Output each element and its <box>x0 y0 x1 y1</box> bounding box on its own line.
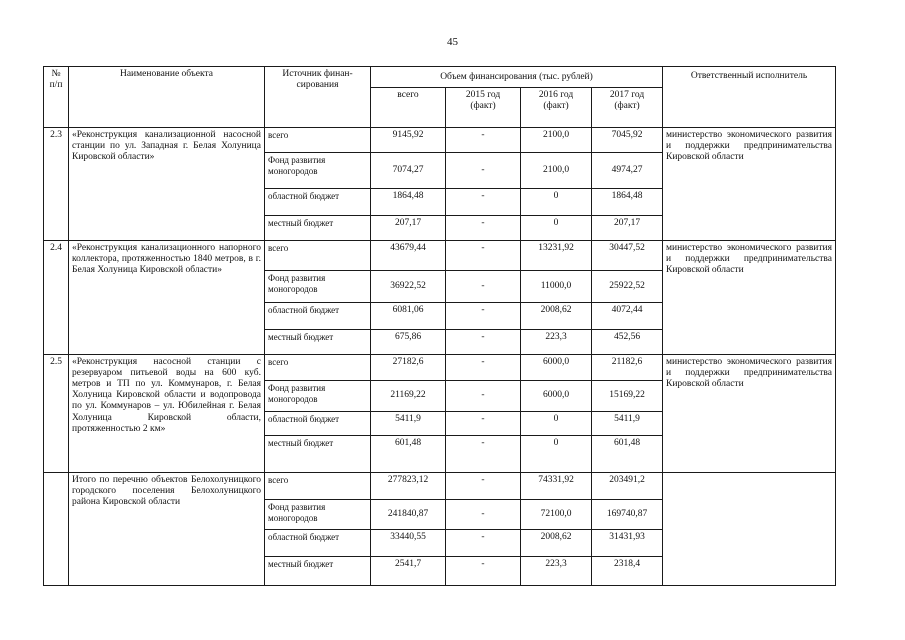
funding-source: областной бюджет <box>265 412 371 436</box>
value-y2016: 2100,0 <box>521 128 592 153</box>
value-y2017: 5411,9 <box>592 412 663 436</box>
value-y2017: 31431,93 <box>592 530 663 557</box>
funding-source: местный бюджет <box>265 557 371 586</box>
value-total: 7074,27 <box>371 153 446 189</box>
value-y2017: 7045,92 <box>592 128 663 153</box>
object-name: Итого по перечню объектов Белохолуницкого городского поселения Белохолуницкого района Кировской области <box>69 473 265 586</box>
value-y2015: - <box>446 271 521 303</box>
funding-source: Фонд развития моногородов <box>265 271 371 303</box>
table-row <box>44 355 836 381</box>
row-number: 2.4 <box>44 241 69 355</box>
value-y2015: - <box>446 557 521 586</box>
subheader-total: всего <box>371 88 446 128</box>
value-y2015: - <box>446 303 521 330</box>
object-name: «Реконструкция канализационного напорного коллектора, протяженностью 1840 метров, в г. Белая Холуница Кировской области» <box>69 241 265 355</box>
value-y2016: 2008,62 <box>521 303 592 330</box>
value-total: 277823,12 <box>371 473 446 500</box>
value-total: 36922,52 <box>371 271 446 303</box>
value-y2017: 452,56 <box>592 330 663 355</box>
value-y2017: 2318,4 <box>592 557 663 586</box>
funding-source: Фонд развития моногородов <box>265 153 371 189</box>
value-total: 207,17 <box>371 216 446 241</box>
row-number: 2.5 <box>44 355 69 473</box>
value-y2017: 15169,22 <box>592 381 663 412</box>
value-y2015: - <box>446 330 521 355</box>
value-total: 43679,44 <box>371 241 446 271</box>
value-total: 2541,7 <box>371 557 446 586</box>
value-y2016: 6000,0 <box>521 355 592 381</box>
funding-source: всего <box>265 473 371 500</box>
value-y2016: 0 <box>521 436 592 473</box>
subheader-2016: 2016 год (факт) <box>521 88 592 128</box>
value-y2017: 4072,44 <box>592 303 663 330</box>
header-row <box>44 67 836 88</box>
funding-source: всего <box>265 355 371 381</box>
value-y2016: 72100,0 <box>521 500 592 530</box>
value-y2017: 203491,2 <box>592 473 663 500</box>
value-y2017: 30447,52 <box>592 241 663 271</box>
financing-table <box>43 66 836 586</box>
funding-source: местный бюджет <box>265 330 371 355</box>
funding-source: местный бюджет <box>265 216 371 241</box>
header-responsible: Ответственный исполнитель <box>663 67 836 128</box>
value-total: 601,48 <box>371 436 446 473</box>
value-y2017: 25922,52 <box>592 271 663 303</box>
value-y2017: 169740,87 <box>592 500 663 530</box>
row-number: 2.3 <box>44 128 69 241</box>
value-y2015: - <box>446 241 521 271</box>
table-row <box>44 473 836 500</box>
value-total: 1864,48 <box>371 189 446 216</box>
row-number <box>44 473 69 586</box>
table-row <box>44 241 836 271</box>
value-y2017: 4974,27 <box>592 153 663 189</box>
funding-source: Фонд развития моногородов <box>265 500 371 530</box>
value-total: 241840,87 <box>371 500 446 530</box>
subheader-2015: 2015 год (факт) <box>446 88 521 128</box>
header-source: Источник финан- сирования <box>265 67 371 128</box>
value-y2015: - <box>446 128 521 153</box>
funding-source: местный бюджет <box>265 436 371 473</box>
value-total: 675,86 <box>371 330 446 355</box>
value-y2016: 0 <box>521 216 592 241</box>
value-y2016: 2008,62 <box>521 530 592 557</box>
value-y2016: 0 <box>521 189 592 216</box>
table-row <box>44 128 836 153</box>
value-y2015: - <box>446 355 521 381</box>
value-y2015: - <box>446 412 521 436</box>
value-total: 27182,6 <box>371 355 446 381</box>
value-total: 5411,9 <box>371 412 446 436</box>
header-volume: Объем финансирования (тыс. рублей) <box>371 67 663 88</box>
value-y2017: 207,17 <box>592 216 663 241</box>
value-y2016: 6000,0 <box>521 381 592 412</box>
funding-source: областной бюджет <box>265 530 371 557</box>
value-y2016: 0 <box>521 412 592 436</box>
value-y2017: 21182,6 <box>592 355 663 381</box>
value-y2016: 11000,0 <box>521 271 592 303</box>
header-name: Наименование объекта <box>69 67 265 128</box>
value-y2015: - <box>446 381 521 412</box>
value-total: 9145,92 <box>371 128 446 153</box>
responsible-executor: министерство экономического развития и поддержки предпринимательства Кировской области <box>663 241 836 355</box>
subheader-2017: 2017 год (факт) <box>592 88 663 128</box>
value-y2017: 601,48 <box>592 436 663 473</box>
funding-source: областной бюджет <box>265 189 371 216</box>
value-total: 33440,55 <box>371 530 446 557</box>
funding-source: областной бюджет <box>265 303 371 330</box>
value-y2017: 1864,48 <box>592 189 663 216</box>
responsible-executor <box>663 473 836 586</box>
value-y2016: 223,3 <box>521 557 592 586</box>
value-y2015: - <box>446 216 521 241</box>
object-name: «Реконструкция насосной станции с резервуаром питьевой воды на 600 куб. метров и ТП по ул. Коммунаров, г. Белая Холуница Кировской области и водопровода по ул. Коммунаров – ул. Юбилейная г. Белая Холуница Кировской области, протяженностью 2 км» <box>69 355 265 473</box>
responsible-executor: министерство экономического развития и поддержки предпринимательства Кировской области <box>663 355 836 473</box>
value-total: 6081,06 <box>371 303 446 330</box>
header-num: № п/п <box>44 67 69 128</box>
value-y2016: 13231,92 <box>521 241 592 271</box>
value-y2015: - <box>446 530 521 557</box>
funding-source: всего <box>265 128 371 153</box>
value-y2016: 74331,92 <box>521 473 592 500</box>
funding-source: всего <box>265 241 371 271</box>
funding-source: Фонд развития моногородов <box>265 381 371 412</box>
object-name: «Реконструкция канализационной насосной станции по ул. Западная г. Белая Холуница Кировской области» <box>69 128 265 241</box>
page-number: 45 <box>447 36 458 48</box>
value-y2015: - <box>446 473 521 500</box>
value-y2015: - <box>446 500 521 530</box>
value-y2016: 2100,0 <box>521 153 592 189</box>
value-y2016: 223,3 <box>521 330 592 355</box>
responsible-executor: министерство экономического развития и поддержки предпринимательства Кировской области <box>663 128 836 241</box>
value-y2015: - <box>446 436 521 473</box>
value-y2015: - <box>446 153 521 189</box>
value-total: 21169,22 <box>371 381 446 412</box>
value-y2015: - <box>446 189 521 216</box>
